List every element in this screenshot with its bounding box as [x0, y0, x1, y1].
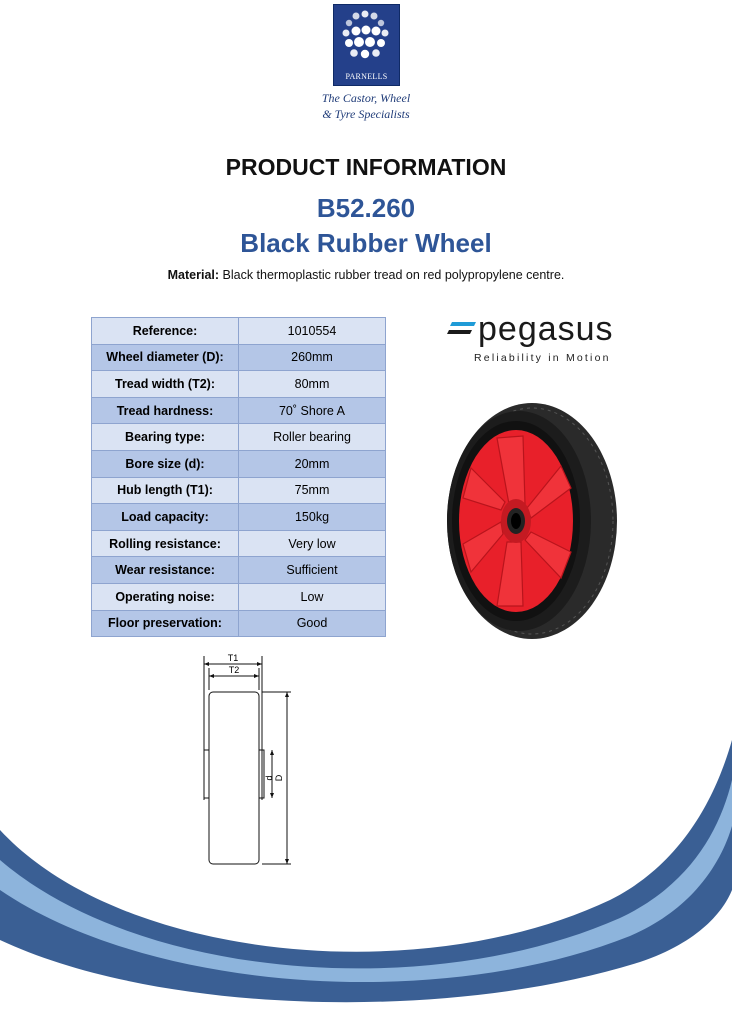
logo-circles-icon	[334, 5, 399, 71]
drawing-label-t2: T2	[228, 665, 240, 675]
spec-value: Very low	[239, 530, 386, 557]
table-row	[92, 371, 386, 398]
spec-key: Wheel diameter (D):	[92, 344, 239, 371]
spec-value: 75mm	[239, 477, 386, 504]
product-name: Black Rubber Wheel	[240, 228, 492, 258]
table-row	[92, 477, 386, 504]
spec-key: Bore size (d):	[92, 450, 239, 477]
spec-key: Hub length (T1):	[92, 477, 239, 504]
spec-value: 1010554	[239, 318, 386, 345]
spec-value: Low	[239, 583, 386, 610]
table-row	[92, 610, 386, 637]
spec-value: 20mm	[239, 450, 386, 477]
material-label: Material:	[167, 268, 220, 282]
table-row	[92, 450, 386, 477]
table-row	[92, 318, 386, 345]
table-row	[92, 504, 386, 531]
spec-value: 150kg	[239, 504, 386, 531]
tagline-line-1: The Castor, Wheel	[321, 91, 411, 105]
spec-value: 80mm	[239, 371, 386, 398]
table-row	[92, 397, 386, 424]
spec-key: Tread hardness:	[92, 397, 239, 424]
product-code: B52.260	[316, 193, 416, 223]
spec-key: Wear resistance:	[92, 557, 239, 584]
table-row	[92, 583, 386, 610]
table-row	[92, 557, 386, 584]
decorative-swoosh	[0, 740, 732, 1024]
spec-value: 70˚ Shore A	[239, 397, 386, 424]
spec-value: 260mm	[239, 344, 386, 371]
table-row	[92, 344, 386, 371]
material-line	[0, 268, 732, 282]
drawing-label-d-big: D	[274, 774, 284, 782]
company-tagline	[300, 90, 432, 122]
spec-key: Rolling resistance:	[92, 530, 239, 557]
pegasus-logo	[446, 312, 618, 368]
parnells-logo	[333, 4, 400, 86]
spec-table	[91, 317, 386, 637]
spec-key: Bearing type:	[92, 424, 239, 451]
spec-key: Tread width (T2):	[92, 371, 239, 398]
spec-key: Operating noise:	[92, 583, 239, 610]
spec-value: Sufficient	[239, 557, 386, 584]
drawing-label-d-small: d	[264, 775, 274, 781]
wheel-product-image	[433, 402, 619, 640]
pegasus-name: pegasus	[478, 310, 614, 348]
spec-value: Roller bearing	[239, 424, 386, 451]
spec-value: Good	[239, 610, 386, 637]
pegasus-tagline: Reliability in Motion	[474, 352, 611, 364]
page-title: PRODUCT INFORMATION	[225, 154, 507, 180]
tagline-line-2: & Tyre Specialists	[322, 107, 410, 121]
pegasus-bars-icon	[446, 322, 476, 336]
drawing-label-t1: T1	[227, 653, 239, 663]
table-row	[92, 530, 386, 557]
table-row	[92, 424, 386, 451]
spec-key: Floor preservation:	[92, 610, 239, 637]
spec-key: Reference:	[92, 318, 239, 345]
material-text: Black thermoplastic rubber tread on red polypropylene centre.	[222, 268, 565, 282]
logo-name: PARNELLS	[345, 72, 388, 81]
spec-key: Load capacity:	[92, 504, 239, 531]
